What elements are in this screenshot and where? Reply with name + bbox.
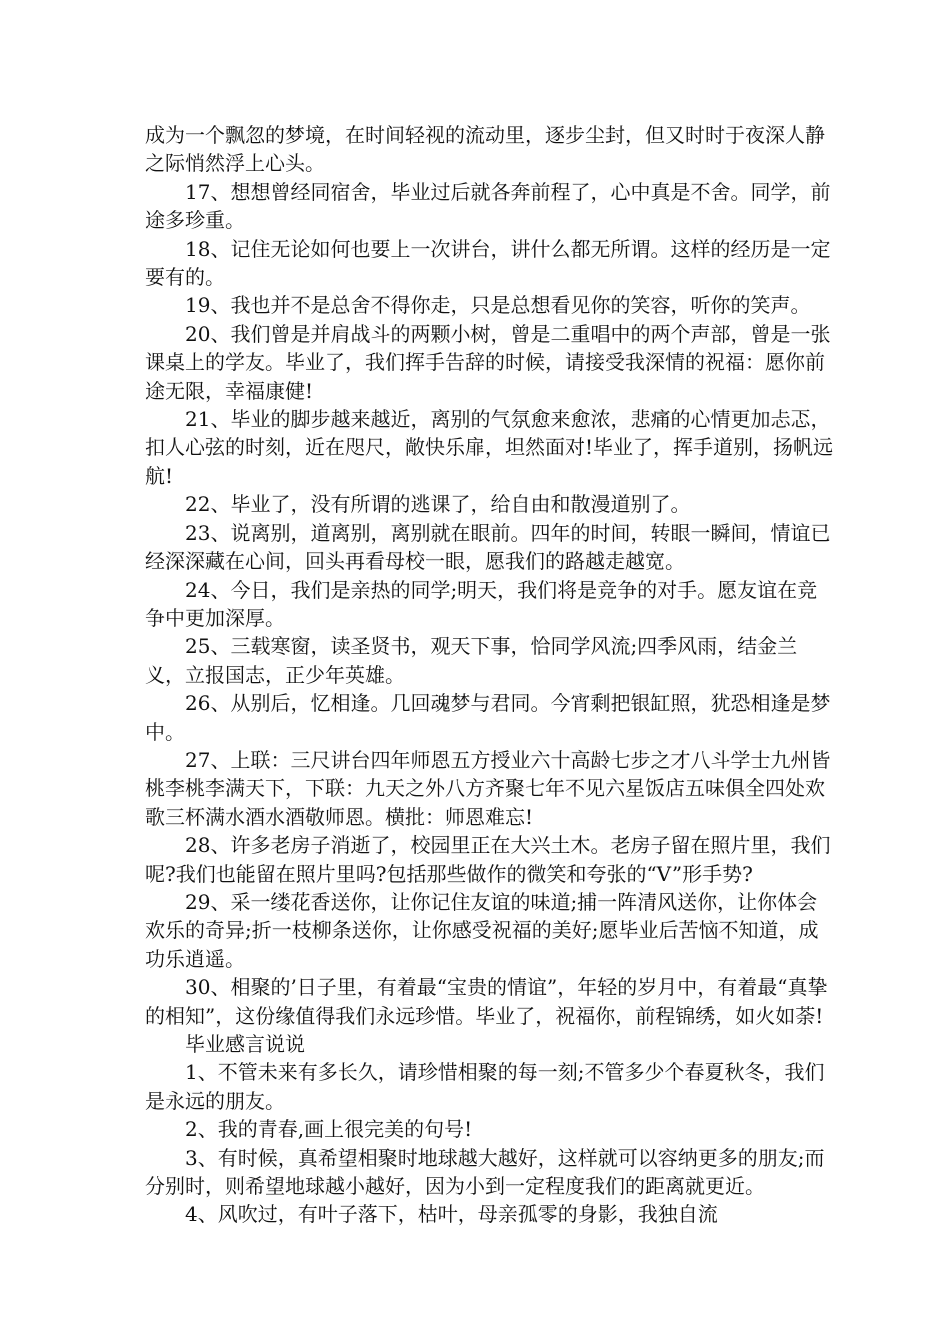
paragraph-2: 2、我的青春,画上很完美的句号!	[185, 1117, 473, 1142]
paragraph-24: 24、今日，我们是亲热的同学;明天，我们将是竞争的对手。愿友谊在竞争中更加深厚。	[145, 577, 818, 630]
paragraph-25: 25、三载寒窗，读圣贤书，观天下事，恰同学风流;四季风雨，结金兰义，立报国志，正少年英雄。	[145, 634, 798, 687]
paragraph-4: 4、风吹过，有叶子落下，枯叶，母亲孤零的身影，我独自流	[185, 1202, 718, 1227]
document-body	[145, 121, 835, 1229]
paragraph-3: 3、有时候，真希望相聚时地球越大越好，这样就可以容纳更多的朋友;而分别时，则希望地球越小越好，因为小到一定程度我们的距离就更近。	[145, 1145, 825, 1199]
paragraph-continuation: 成为一个飘忽的梦境，在时间轻视的流动里，逐步尘封，但又时时于夜深人静之际悄然浮上心头。	[145, 123, 825, 176]
paragraph-21: 21、毕业的脚步越来越近，离别的气氛愈来愈浓，悲痛的心情更加忐忑，扣人心弦的时刻，近在咫尺，敞快乐扉，坦然面对!毕业了，挥手道别，扬帆远航!	[145, 407, 834, 488]
paragraph-22: 22、毕业了，没有所谓的逃课了，给自由和散漫道别了。	[185, 492, 691, 517]
section-heading: 毕业感言说说	[185, 1032, 305, 1056]
paragraph-23: 23、说离别，道离别，离别就在眼前。四年的时间，转眼一瞬间，情谊已经深深藏在心间，回头再看母校一眼，愿我们的路越走越宽。	[145, 520, 831, 574]
paragraph-30: 30、相聚的’日子里，有着最“宝贵的情谊”，年轻的岁月中，有着最“真挚的相知”，这份缘值得我们永远珍惜。毕业了，祝福你，前程锦绣，如火如荼!	[145, 975, 828, 1028]
paragraph-19: 19、我也并不是总舍不得你走，只是总想看见你的笑容，听你的笑声。	[185, 293, 811, 318]
paragraph-28: 28、许多老房子消逝了，校园里正在大兴土木。老房子留在照片里，我们呢?我们也能留在照片里吗?包括那些做作的微笑和夸张的“V”形手势?	[145, 833, 831, 886]
paragraph-18: 18、记住无论如何也要上一次讲台，讲什么都无所谓。这样的经历是一定要有的。	[145, 236, 831, 290]
paragraph-17: 17、想想曾经同宿舍，毕业过后就各奔前程了，心中真是不舍。同学，前途多珍重。	[145, 179, 831, 233]
paragraph-20: 20、我们曾是并肩战斗的两颗小树，曾是二重唱中的两个声部，曾是一张课桌上的学友。毕业了，我们挥手告辞的时候，请接受我深情的祝福：愿你前途无限，幸福康健!	[145, 321, 831, 403]
paragraph-29: 29、采一缕花香送你，让你记住友谊的味道;捕一阵清风送你，让你体会欢乐的奇异;折一枝柳条送你，让你感受祝福的美好;愿毕业后苦恼不知道，成功乐逍遥。	[145, 889, 819, 971]
paragraph-1: 1、不管未来有多长久，请珍惜相聚的每一刻;不管多少个春夏秋冬，我们是永远的朋友。	[145, 1060, 825, 1113]
paragraph-26: 26、从别后，忆相逢。几回魂梦与君同。今宵剩把银缸照，犹恐相逢是梦中。	[145, 691, 831, 744]
paragraph-27: 27、上联：三尺讲台四年师恩五方授业六十高龄七步之才八斗学士九州皆桃李桃李满天下，下联：九天之外八方齐聚七年不见六星饭店五味俱全四处欢歌三杯满水酒水酒敬师恩。横批：师恩难忘!	[145, 747, 831, 829]
